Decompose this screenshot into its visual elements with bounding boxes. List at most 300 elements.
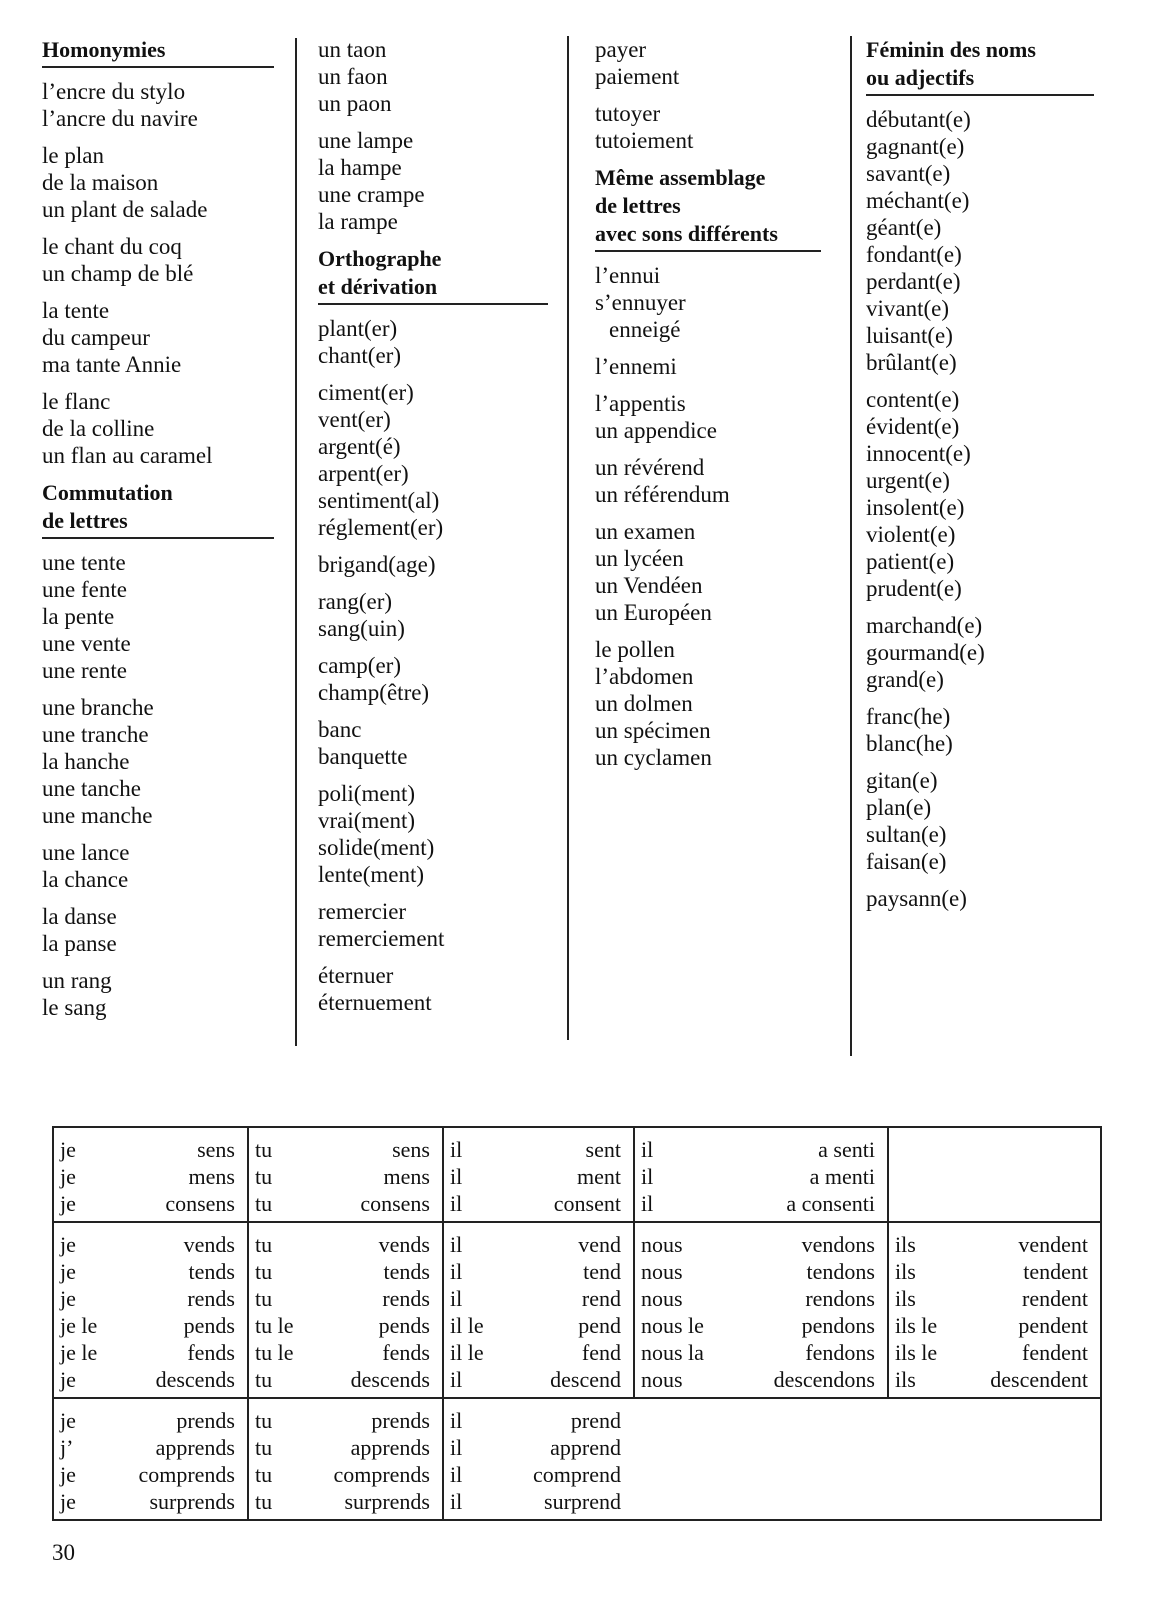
- conjugation-cell: [442, 1128, 633, 1221]
- conjugation-row: [54, 1221, 1100, 1397]
- conjugation-line: [58, 1190, 235, 1217]
- word-entry: un taon: [318, 37, 387, 62]
- pronoun: je: [60, 1489, 76, 1514]
- section-heading: [866, 36, 1094, 96]
- word-entry: enneigé: [609, 317, 681, 342]
- word-entry: innocent(e): [866, 441, 971, 466]
- word-entry: une tanche: [42, 776, 141, 801]
- word-entry: banc: [318, 717, 362, 742]
- word-entry: de la maison: [42, 170, 159, 195]
- verb-form: a consenti: [786, 1191, 875, 1216]
- pronoun: je: [60, 1286, 76, 1311]
- conjugation-line: [253, 1285, 430, 1312]
- verb-form: vendons: [801, 1232, 875, 1257]
- empty-cell: [887, 1128, 1100, 1221]
- word-group: [595, 262, 821, 343]
- word-entry: une tente: [42, 550, 126, 575]
- pronoun: ils: [895, 1232, 916, 1257]
- word-group: [42, 142, 274, 223]
- verb-form: descends: [350, 1367, 430, 1392]
- verb-form: consens: [165, 1191, 235, 1216]
- pronoun: il: [450, 1164, 463, 1189]
- conjugation-cell: [54, 1399, 247, 1519]
- word-entry: urgent(e): [866, 468, 950, 493]
- pronoun: tu: [255, 1435, 273, 1460]
- conjugation-cell: [442, 1223, 633, 1397]
- word-entry: patient(e): [866, 549, 955, 574]
- word-entry: une tranche: [42, 722, 149, 747]
- word-entry: l’encre du stylo: [42, 79, 186, 104]
- conjugation-line: [639, 1136, 875, 1163]
- word-entry: remerciement: [318, 926, 445, 951]
- conjugation-line: [58, 1407, 235, 1434]
- word-entry: l’ennui: [595, 263, 661, 288]
- word-entry: l’appentis: [595, 391, 686, 416]
- word-entry: le chant du coq: [42, 234, 182, 259]
- word-entry: la chance: [42, 867, 129, 892]
- pronoun: je le: [60, 1313, 98, 1338]
- word-entry: vent(er): [318, 407, 391, 432]
- word-entry: champ(être): [318, 680, 430, 705]
- word-group: [42, 694, 274, 829]
- pronoun: il: [450, 1191, 463, 1216]
- conjugation-cell: [633, 1128, 887, 1221]
- verb-form: comprends: [333, 1462, 430, 1487]
- word-entry: vivant(e): [866, 296, 950, 321]
- empty-cell: [633, 1399, 887, 1519]
- conjugation-line: [448, 1136, 621, 1163]
- verb-form: pends: [183, 1313, 235, 1338]
- conjugation-line: [253, 1434, 430, 1461]
- heading-line: ou adjectifs: [866, 65, 975, 90]
- pronoun: je: [60, 1408, 76, 1433]
- word-entry: brigand(age): [318, 552, 436, 577]
- verb-form: tendons: [806, 1259, 875, 1284]
- word-entry: violent(e): [866, 522, 956, 547]
- conjugation-line: [253, 1258, 430, 1285]
- verb-form: vend: [578, 1232, 621, 1257]
- word-entry: faisan(e): [866, 849, 947, 874]
- word-entry: solide(ment): [318, 835, 435, 860]
- column-divider: [850, 36, 852, 1056]
- conjugation-line: [639, 1312, 875, 1339]
- pronoun: il: [450, 1489, 463, 1514]
- conjugation-line: [639, 1190, 875, 1217]
- word-entry: s’ennuyer: [595, 290, 686, 315]
- verb-form: surprend: [544, 1489, 621, 1514]
- pronoun: tu: [255, 1232, 273, 1257]
- heading-line: Orthographe: [318, 246, 442, 271]
- word-entry: le pollen: [595, 637, 675, 662]
- conjugation-line: [893, 1258, 1088, 1285]
- verb-form: rends: [382, 1286, 430, 1311]
- word-entry: savant(e): [866, 161, 951, 186]
- section-heading: [318, 245, 548, 305]
- word-entry: une crampe: [318, 182, 425, 207]
- pronoun: il: [450, 1137, 463, 1162]
- pronoun: tu le: [255, 1313, 294, 1338]
- pronoun: il: [450, 1286, 463, 1311]
- conjugation-line: [58, 1339, 235, 1366]
- pronoun: ils: [895, 1259, 916, 1284]
- pronoun: nous: [641, 1232, 683, 1257]
- word-entry: sentiment(al): [318, 488, 440, 513]
- word-group: [318, 36, 548, 117]
- pronoun: nous: [641, 1286, 683, 1311]
- verb-form: a senti: [818, 1137, 875, 1162]
- word-group: [595, 636, 821, 771]
- verb-form: ment: [577, 1164, 621, 1189]
- pronoun: il: [641, 1191, 654, 1216]
- verb-form: descend: [550, 1367, 621, 1392]
- verb-form: prend: [570, 1408, 621, 1433]
- pronoun: ils: [895, 1367, 916, 1392]
- verb-form: fendons: [805, 1340, 875, 1365]
- conjugation-line: [58, 1312, 235, 1339]
- word-entry: débutant(e): [866, 107, 971, 132]
- verb-form: tendent: [1023, 1259, 1088, 1284]
- word-entry: paiement: [595, 64, 680, 89]
- pronoun: tu: [255, 1164, 273, 1189]
- word-group: [42, 233, 274, 287]
- empty-cell: [887, 1399, 1100, 1519]
- verb-form: surprends: [344, 1489, 430, 1514]
- word-entry: payer: [595, 37, 647, 62]
- conjugation-cell: [633, 1223, 887, 1397]
- conjugation-line: [639, 1163, 875, 1190]
- heading-line: Commutation: [42, 480, 173, 505]
- section-heading: [42, 36, 274, 68]
- word-entry: marchand(e): [866, 613, 983, 638]
- word-entry: sang(uin): [318, 616, 405, 641]
- pronoun: il le: [450, 1340, 484, 1365]
- verb-form: descendent: [990, 1367, 1088, 1392]
- word-entry: prudent(e): [866, 576, 962, 601]
- verb-form: sens: [392, 1137, 430, 1162]
- verb-form: fends: [382, 1340, 430, 1365]
- word-group: [42, 549, 274, 684]
- conjugation-line: [58, 1258, 235, 1285]
- word-entry: l’ancre du navire: [42, 106, 198, 131]
- verb-form: comprends: [138, 1462, 235, 1487]
- word-entry: la hampe: [318, 155, 402, 180]
- word-entry: poli(ment): [318, 781, 416, 806]
- pronoun: tu le: [255, 1340, 294, 1365]
- word-entry: brûlant(e): [866, 350, 957, 375]
- section-heading: [595, 164, 821, 252]
- verb-form: rendent: [1022, 1286, 1088, 1311]
- word-entry: tutoiement: [595, 128, 694, 153]
- conjugation-cell: [54, 1223, 247, 1397]
- conjugation-line: [448, 1366, 621, 1393]
- conjugation-cell: [247, 1128, 442, 1221]
- word-group: [595, 390, 821, 444]
- verb-form: rends: [187, 1286, 235, 1311]
- word-group: [866, 885, 1094, 912]
- conjugation-table: [52, 1126, 1102, 1521]
- word-group: [318, 127, 548, 235]
- word-entry: grand(e): [866, 667, 944, 692]
- word-entry: rang(er): [318, 589, 393, 614]
- conjugation-line: [58, 1488, 235, 1515]
- word-group: [42, 78, 274, 132]
- word-entry: un dolmen: [595, 691, 693, 716]
- pronoun: je: [60, 1367, 76, 1392]
- word-entry: perdant(e): [866, 269, 961, 294]
- conjugation-line: [253, 1461, 430, 1488]
- conjugation-line: [448, 1285, 621, 1312]
- pronoun: je: [60, 1232, 76, 1257]
- word-entry: le flanc: [42, 389, 111, 414]
- conjugation-line: [253, 1488, 430, 1515]
- pronoun: tu: [255, 1191, 273, 1216]
- conjugation-line: [893, 1339, 1088, 1366]
- verb-form: tends: [383, 1259, 430, 1284]
- verb-form: consens: [360, 1191, 430, 1216]
- verb-form: fendent: [1022, 1340, 1088, 1365]
- word-group: [318, 588, 548, 642]
- word-group: [866, 703, 1094, 757]
- word-entry: la danse: [42, 904, 117, 929]
- word-group: [318, 315, 548, 369]
- verb-form: descendons: [773, 1367, 875, 1392]
- word-group: [318, 962, 548, 1016]
- word-entry: éternuer: [318, 963, 394, 988]
- conjugation-line: [448, 1339, 621, 1366]
- word-group: [318, 551, 548, 578]
- column-divider: [295, 38, 297, 1046]
- word-entry: un paon: [318, 91, 392, 116]
- word-entry: un spécimen: [595, 718, 711, 743]
- conjugation-line: [893, 1285, 1088, 1312]
- pronoun: je: [60, 1164, 76, 1189]
- word-group: [595, 36, 821, 90]
- word-entry: sultan(e): [866, 822, 947, 847]
- word-entry: le sang: [42, 995, 107, 1020]
- verb-form: a menti: [809, 1164, 875, 1189]
- pronoun: tu: [255, 1489, 273, 1514]
- conjugation-line: [448, 1407, 621, 1434]
- word-entry: un Européen: [595, 600, 712, 625]
- conjugation-line: [58, 1461, 235, 1488]
- section-heading: [42, 479, 274, 539]
- heading-line: Homonymies: [42, 37, 166, 62]
- word-entry: remercier: [318, 899, 407, 924]
- word-group: [318, 898, 548, 952]
- conjugation-line: [58, 1285, 235, 1312]
- page-number: 30: [52, 1540, 75, 1565]
- word-entry: un plant de salade: [42, 197, 208, 222]
- verb-form: apprends: [155, 1435, 235, 1460]
- pronoun: il: [450, 1367, 463, 1392]
- word-entry: luisant(e): [866, 323, 953, 348]
- word-group: [866, 106, 1094, 376]
- word-entry: un examen: [595, 519, 696, 544]
- pronoun: tu: [255, 1408, 273, 1433]
- word-group: [595, 454, 821, 508]
- word-entry: de la colline: [42, 416, 155, 441]
- conjugation-cell: [54, 1128, 247, 1221]
- column-divider: [567, 36, 569, 1040]
- conjugation-line: [58, 1136, 235, 1163]
- word-entry: un champ de blé: [42, 261, 194, 286]
- word-entry: un cyclamen: [595, 745, 712, 770]
- pronoun: ils le: [895, 1313, 938, 1338]
- conjugation-row: [54, 1128, 1100, 1221]
- conjugation-line: [639, 1366, 875, 1393]
- verb-form: apprend: [550, 1435, 621, 1460]
- pronoun: ils: [895, 1286, 916, 1311]
- word-entry: la pente: [42, 604, 115, 629]
- pronoun: ils le: [895, 1340, 938, 1365]
- pronoun: il: [450, 1435, 463, 1460]
- pronoun: je: [60, 1462, 76, 1487]
- word-entry: franc(he): [866, 704, 951, 729]
- word-entry: un référendum: [595, 482, 730, 507]
- pronoun: tu: [255, 1462, 273, 1487]
- column-assemblage: [595, 36, 821, 781]
- conjugation-line: [639, 1231, 875, 1258]
- word-entry: la hanche: [42, 749, 130, 774]
- verb-form: tend: [583, 1259, 621, 1284]
- pronoun: il: [641, 1137, 654, 1162]
- verb-form: rendons: [805, 1286, 875, 1311]
- pronoun: tu: [255, 1286, 273, 1311]
- word-group: [42, 903, 274, 957]
- verb-form: consent: [553, 1191, 621, 1216]
- conjugation-line: [253, 1407, 430, 1434]
- conjugation-line: [639, 1258, 875, 1285]
- conjugation-line: [58, 1434, 235, 1461]
- word-group: [595, 100, 821, 154]
- heading-line: de lettres: [595, 193, 681, 218]
- word-entry: éternuement: [318, 990, 432, 1015]
- verb-form: pend: [578, 1313, 621, 1338]
- word-entry: banquette: [318, 744, 408, 769]
- verb-form: sent: [585, 1137, 621, 1162]
- verb-form: rend: [581, 1286, 621, 1311]
- word-group: [866, 386, 1094, 602]
- word-entry: un rang: [42, 968, 112, 993]
- conjugation-line: [448, 1488, 621, 1515]
- pronoun: il: [450, 1259, 463, 1284]
- word-entry: le plan: [42, 143, 104, 168]
- word-group: [318, 652, 548, 706]
- heading-line: avec sons différents: [595, 221, 778, 246]
- heading-line: Féminin des noms: [866, 37, 1036, 62]
- word-entry: plant(er): [318, 316, 398, 341]
- word-group: [42, 839, 274, 893]
- word-entry: du campeur: [42, 325, 150, 350]
- verb-form: surprends: [149, 1489, 235, 1514]
- verb-form: apprends: [350, 1435, 430, 1460]
- conjugation-line: [253, 1136, 430, 1163]
- pronoun: je: [60, 1191, 76, 1216]
- word-entry: une vente: [42, 631, 131, 656]
- conjugation-cell: [247, 1399, 442, 1519]
- verb-form: vends: [378, 1232, 430, 1257]
- word-entry: évident(e): [866, 414, 960, 439]
- heading-line: et dérivation: [318, 274, 438, 299]
- conjugation-line: [253, 1163, 430, 1190]
- word-entry: méchant(e): [866, 188, 970, 213]
- word-entry: un appendice: [595, 418, 717, 443]
- verb-form: sens: [197, 1137, 235, 1162]
- word-entry: l’ennemi: [595, 354, 677, 379]
- word-group: [42, 297, 274, 378]
- pronoun: j’: [60, 1435, 74, 1460]
- conjugation-line: [448, 1461, 621, 1488]
- word-entry: une lampe: [318, 128, 414, 153]
- conjugation-line: [448, 1163, 621, 1190]
- conjugation-line: [253, 1339, 430, 1366]
- word-entry: la rampe: [318, 209, 398, 234]
- word-group: [866, 612, 1094, 693]
- word-entry: une branche: [42, 695, 154, 720]
- verb-form: fends: [187, 1340, 235, 1365]
- conjugation-line: [58, 1231, 235, 1258]
- heading-line: Même assemblage: [595, 165, 766, 190]
- verb-form: vendent: [1018, 1232, 1088, 1257]
- word-group: [595, 353, 821, 380]
- word-entry: chant(er): [318, 343, 401, 368]
- conjugation-line: [253, 1312, 430, 1339]
- word-group: [42, 967, 274, 1021]
- word-entry: un Vendéen: [595, 573, 703, 598]
- conjugation-line: [58, 1163, 235, 1190]
- word-group: [42, 388, 274, 469]
- word-entry: fondant(e): [866, 242, 962, 267]
- word-entry: un révérend: [595, 455, 705, 480]
- conjugation-line: [253, 1366, 430, 1393]
- pronoun: nous: [641, 1367, 683, 1392]
- pronoun: tu: [255, 1367, 273, 1392]
- conjugation-line: [253, 1190, 430, 1217]
- verb-form: pends: [378, 1313, 430, 1338]
- verb-form: comprend: [533, 1462, 621, 1487]
- pronoun: nous le: [641, 1313, 704, 1338]
- word-entry: lente(ment): [318, 862, 425, 887]
- verb-form: prends: [176, 1408, 235, 1433]
- word-entry: paysann(e): [866, 886, 967, 911]
- word-entry: la tente: [42, 298, 110, 323]
- word-entry: gagnant(e): [866, 134, 965, 159]
- pronoun: tu: [255, 1137, 273, 1162]
- word-entry: l’abdomen: [595, 664, 694, 689]
- word-entry: la panse: [42, 931, 117, 956]
- word-entry: un faon: [318, 64, 388, 89]
- word-entry: gourmand(e): [866, 640, 985, 665]
- pronoun: je le: [60, 1340, 98, 1365]
- word-entry: tutoyer: [595, 101, 661, 126]
- conjugation-line: [639, 1285, 875, 1312]
- conjugation-line: [639, 1339, 875, 1366]
- word-group: [318, 716, 548, 770]
- conjugation-line: [448, 1231, 621, 1258]
- conjugation-line: [893, 1312, 1088, 1339]
- word-entry: gitan(e): [866, 768, 938, 793]
- verb-form: prends: [371, 1408, 430, 1433]
- word-entry: géant(e): [866, 215, 942, 240]
- word-entry: camp(er): [318, 653, 401, 678]
- word-entry: ciment(er): [318, 380, 414, 405]
- word-group: [866, 767, 1094, 875]
- verb-form: fend: [581, 1340, 621, 1365]
- word-group: [318, 780, 548, 888]
- word-group: [318, 379, 548, 541]
- pronoun: il: [450, 1462, 463, 1487]
- word-entry: arpent(er): [318, 461, 409, 486]
